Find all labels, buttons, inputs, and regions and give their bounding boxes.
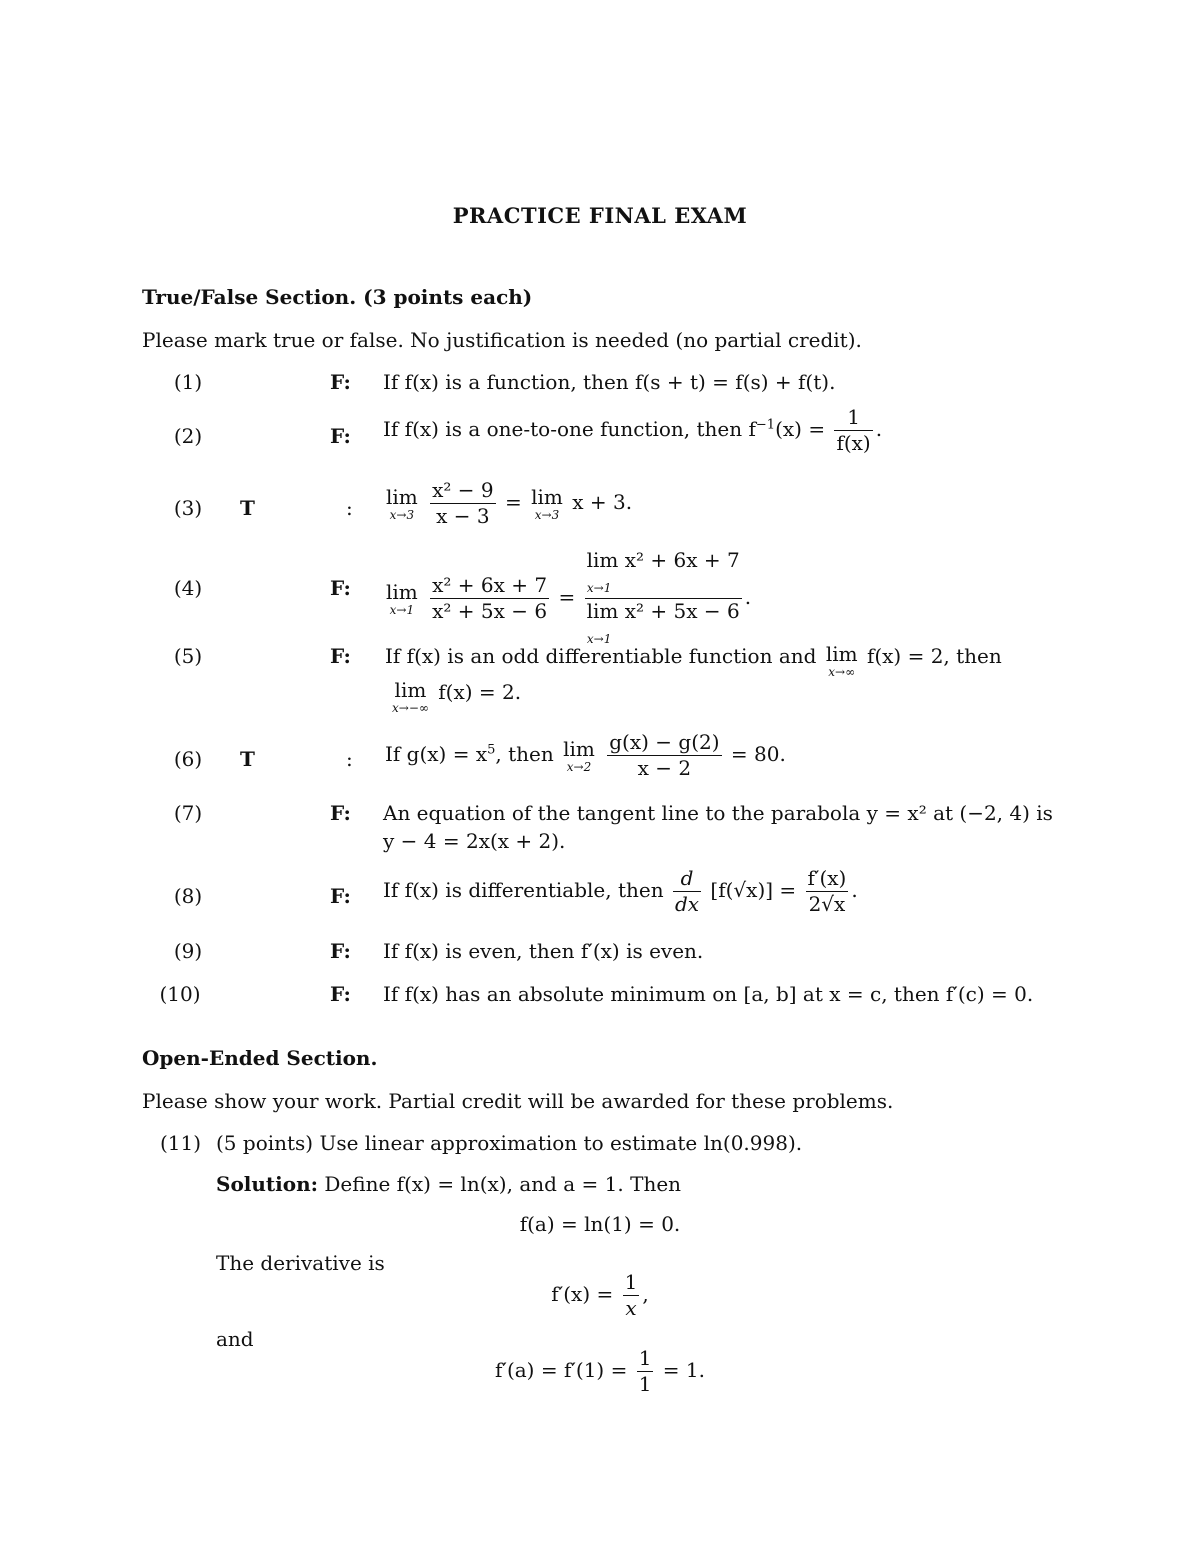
item-statement: If f(x) is even, then f′(x) is even. [383,939,704,963]
statement-text: (x) = [775,417,826,441]
item-mark: F: [330,884,351,908]
limit [392,680,429,714]
item-mark: F: [330,370,351,394]
solution-label: Solution: [216,1172,319,1196]
item-number: (2) [173,424,203,448]
limit-label: lim [394,678,427,702]
statement-text: . [875,417,883,441]
item-mark: F: [330,939,351,963]
fraction-denominator: f(x) [836,431,871,455]
item-mark: F: [330,424,351,448]
statement-text: . [851,878,858,902]
item-number: (3) [173,496,203,520]
item-number: (4) [173,576,203,600]
fraction-denominator: x − 2 [607,755,721,781]
item-mark: : [346,747,353,771]
limit [826,644,858,678]
limit-subscript: x→2 [566,759,592,774]
item-statement-line2: y − 4 = 2x(x + 2). [383,829,566,853]
item-number: (9) [173,939,203,963]
item-mark: F: [330,982,351,1006]
page-title: PRACTICE FINAL EXAM [452,203,748,228]
fraction-numerator: 1 [847,405,860,429]
item-mark: F: [330,576,351,600]
statement-text: If f(x) is a one-to-one function, then f [383,417,756,441]
limit-label: lim [386,579,418,604]
fraction-numerator: x² + 6x + 7 [432,573,548,597]
equation-end: = 1. [662,1358,705,1382]
limit-subscript: x→3 [534,507,560,522]
limit-label: lim [563,736,595,761]
limit [531,484,563,522]
statement-text: If g(x) = x [385,742,488,766]
display-equation [0,1270,1200,1321]
item-statement [383,478,632,529]
superscript: 5 [487,742,496,758]
equation-end: , [642,1282,649,1306]
fraction [806,866,849,917]
limit [386,484,418,522]
open-instructions: Please show your work. Partial credit will be awarded for these problems. [142,1089,894,1113]
fraction-numerator [585,548,742,598]
item-number: (10) [159,982,201,1006]
limit-subscript: x→1 [389,602,415,617]
limit-label: lim [825,642,858,666]
question-text: (5 points) Use linear approximation to estimate ln(0.998). [216,1131,803,1155]
item-number: (8) [173,884,203,908]
limit-expression: lim x² + 6x + 7 [586,548,740,572]
derivative-text: The derivative is [216,1251,385,1275]
fraction-numerator: 1 [624,1270,638,1294]
limit [386,579,418,617]
fraction [834,405,872,456]
statement-text: f(x) = 2. [438,680,522,704]
statement-text: . [744,585,752,609]
fraction-numerator: d [680,866,694,890]
and-text: and [216,1327,254,1351]
fraction-denominator: 2√x [806,891,849,917]
item-statement-line2 [389,680,521,714]
superscript: −1 [755,417,776,433]
limit-ratio-fraction [585,548,742,649]
limit-subscript: x→∞ [828,665,856,679]
statement-text: f(x) = 2, then [866,644,1002,668]
limit-label: lim [386,484,418,509]
item-mark: F: [330,801,351,825]
question-number: (11) [160,1131,202,1155]
item-statement [385,730,786,781]
item-statement-line1 [385,644,1002,678]
fraction-numerator: g(x) − g(2) [609,730,720,754]
fraction [623,1270,640,1321]
fraction-denominator: x − 3 [430,503,496,529]
item-statement [383,405,882,456]
derivative-operator [673,866,701,917]
statement-text: [f(√x)] = [710,878,797,902]
statement-text: If f(x) is an odd differentiable function and [385,644,817,668]
fraction-denominator: dx [674,892,700,916]
fraction-denominator: x [623,1295,640,1321]
limit-expression: lim x² + 5x − 6 [586,599,740,623]
item-number: (5) [173,644,203,668]
solution-text: Define f(x) = ln(x), and a = 1. Then [324,1172,682,1196]
limit-subscript: x→−∞ [392,701,429,715]
limit [563,736,595,774]
display-equation [0,1346,1200,1397]
fraction-denominator [585,598,742,649]
tf-section-heading: True/False Section. (3 points each) [142,285,533,309]
fraction-numerator: 1 [638,1346,652,1370]
fraction [430,478,496,529]
fraction-denominator: 1 [638,1372,652,1396]
equals-sign: = [504,490,522,514]
item-mark: F: [330,644,351,668]
item-statement: If f(x) has an absolute minimum on [a, b] at x = c, then f′(c) = 0. [383,982,1034,1006]
solution-line [216,1172,681,1196]
display-equation: f(a) = ln(1) = 0. [519,1212,681,1236]
equation-left: f′(x) = [551,1282,614,1306]
limit-subscript: x→1 [586,581,612,595]
item-statement-line1: An equation of the tangent line to the parabola y = x² at (−2, 4) is [383,801,1053,825]
statement-text: x + 3. [572,490,633,514]
limit-label: lim [531,484,563,509]
fraction-denominator: x² + 5x − 6 [432,599,548,623]
fraction-numerator: x² − 9 [432,478,494,502]
item-answer: T [240,496,255,520]
fraction [607,730,721,781]
equation-left: f′(a) = f′(1) = [495,1358,628,1382]
statement-text: = 80. [730,742,786,766]
limit-subscript: x→3 [389,507,415,522]
fraction [637,1346,654,1397]
item-statement [383,548,751,649]
item-number: (7) [173,801,203,825]
item-answer: T [240,747,255,771]
item-mark: : [346,496,353,520]
statement-text: , then [495,742,554,766]
limit-subscript: x→1 [586,632,612,646]
equals-sign: = [558,585,576,609]
item-statement [383,866,858,917]
fraction-numerator: f′(x) [807,866,847,890]
statement-text: If f(x) is differentiable, then [383,878,664,902]
item-statement: If f(x) is a function, then f(s + t) = f(s) + f(t). [383,370,836,394]
item-number: (1) [173,370,203,394]
item-number: (6) [173,747,203,771]
open-section-heading: Open-Ended Section. [142,1046,378,1070]
tf-instructions: Please mark true or false. No justification is needed (no partial credit). [142,328,862,352]
fraction [430,573,549,624]
